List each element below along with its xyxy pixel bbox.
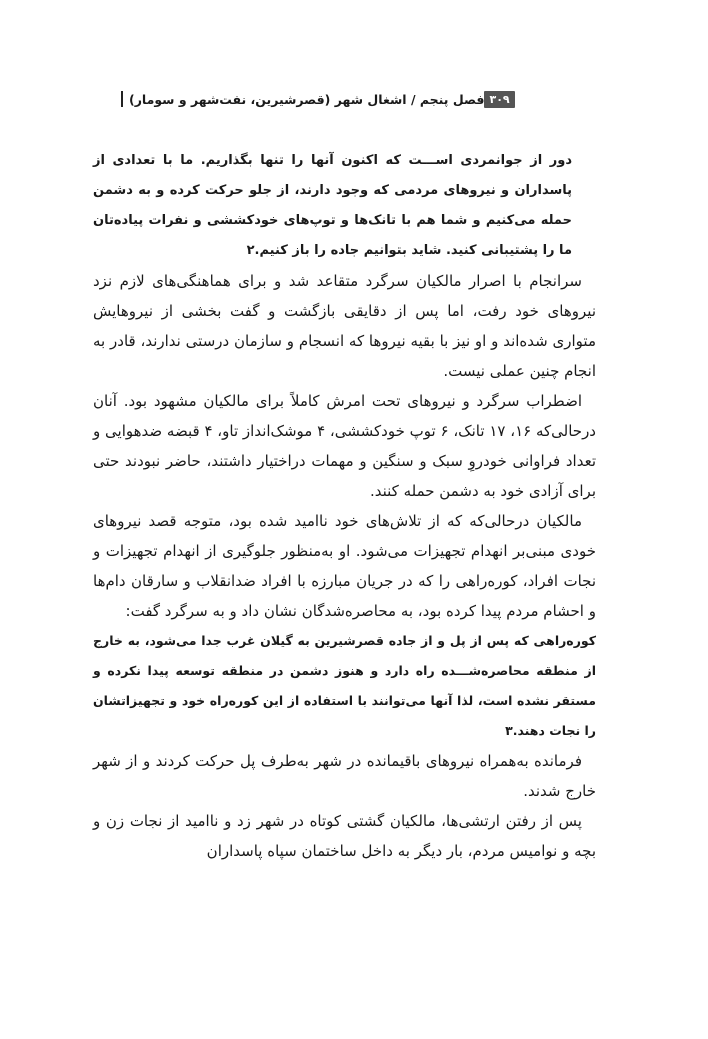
header-divider: [121, 91, 123, 107]
chapter-title: فصل پنجم / اشغال شهر (قصرشیرین، نفت‌شهر و سومار): [129, 91, 485, 107]
block-quote-2: [93, 626, 596, 746]
quote-text: دور از جوانمردی اســـت که اکنون آنها را تنها بگذاریم. ما با تعدادی از پاسداران و نیروهای مردمی که وجود دارند، از جلو حرکت کرده و به دشمن حمله می‌کنیم و شما هم با تانک‌ها و توپ‌های خودکششی و نفرات پیاده‌تان ما را پشتیبانی کنید. شاید بتوانیم جاده را باز کنیم.۲: [93, 153, 572, 258]
paragraph-4: فرمانده به‌همراه نیروهای باقیمانده در شهر به‌طرف پل حرکت کردند و از شهر خارج شدند.: [93, 752, 596, 800]
page-body: [93, 146, 596, 866]
page-number: ۳۰۹: [484, 91, 514, 108]
paragraph-1: سرانجام با اصرار مالکیان سرگرد متقاعد شد و برای هماهنگی‌های لازم نزد نیروهای خود رفت، اما پس از دقایقی بازگشت و گفت بخشی از نیروهایش متواری شده‌اند و او نیز با بقیه نیروها که انسجام و سازمان درستی ندارند، قادر به انجام چنین عملی نیست.: [93, 272, 596, 380]
running-header: [115, 88, 595, 110]
paragraph-2: اضطراب سرگرد و نیروهای تحت امرش کاملاً برای مالکیان مشهود بود. آنان درحالی‌که ۱۶، ۱۷ تانک، ۶ توپ خودکششی، ۴ موشک‌انداز تاو، ۴ قبضه ضدهوایی و تعداد فراوانی خودروِ سبک و سنگین و مهمات دراختیار داشتند، حاضر نبودند حتی برای آزادی خود به دشمن حمله کنند.: [93, 392, 596, 500]
block-quote-1: [93, 146, 596, 266]
paragraph-3: مالکیان درحالی‌که که از تلاش‌های خود ناامید شده بود، متوجه قصد نیروهای خودی مبنی‌بر انهدام تجهیزات می‌شود. او به‌منظور جلوگیری از انهدام تجهیزات و نجات افراد، کوره‌راهی را که در جریان مبارزه با افراد ضدانقلاب و سارقان دام‌ها و احشام مردم پیدا کرده بود، به محاصره‌شدگان نشان داد و به سرگرد گفت:: [93, 512, 596, 620]
paragraph-5: پس از رفتن ارتشی‌ها، مالکیان گشتی کوتاه در شهر زد و ناامید از نجات زن و بچه و نوامیس مردم، بار دیگر به داخل ساختمان سپاه پاسداران: [93, 812, 596, 860]
quote-text: کوره‌راهی که پس از پل و از جاده قصرشیرین به گیلان غرب جدا می‌شود، به خارج از منطقه محاصره‌شـــده راه دارد و هنوز دشمن در منطقه توسعه پیدا نکرده و مستقر نشده است، لذا آنها می‌توانند با استفاده از این کوره‌راه خود و تجهیزاتشان را نجات دهند.۳: [93, 633, 596, 738]
